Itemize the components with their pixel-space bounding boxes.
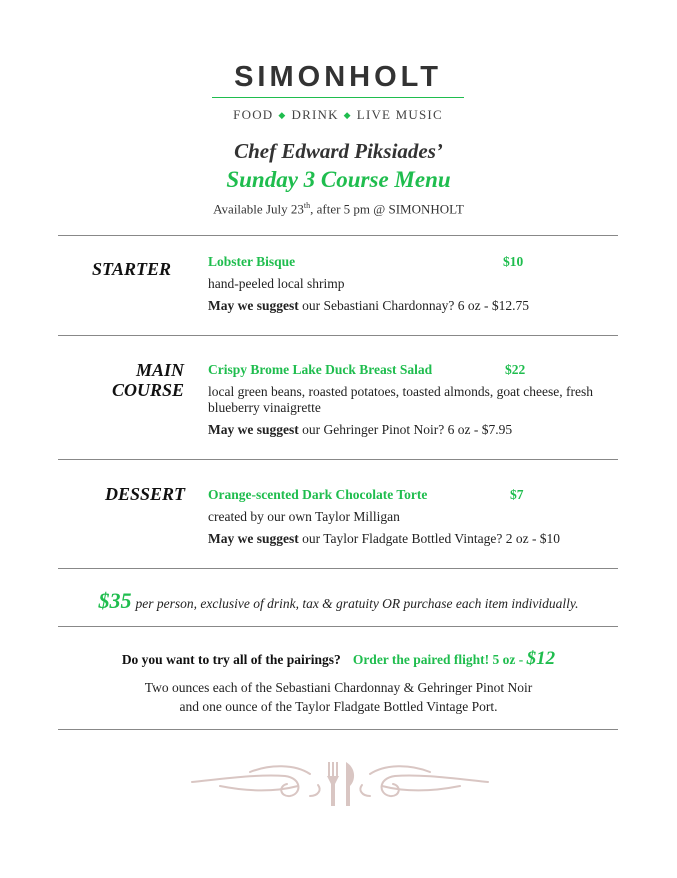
pairing-question: Do you want to try all of the pairings?: [121, 652, 341, 667]
price-main-course: $22: [505, 362, 526, 377]
paired-flight-offer: Order the paired flight! 5 oz -: [352, 652, 527, 667]
dish-name-dessert: Orange-scented Dark Chocolate Torte: [208, 487, 428, 502]
price-starter: $10: [503, 254, 524, 269]
tagline: [190, 106, 486, 125]
section-divider: [58, 235, 618, 236]
diamond-icon: ◆: [278, 110, 287, 120]
prix-fixe-amount: $35: [98, 588, 132, 613]
course-label-starter: STARTER: [91, 259, 171, 279]
course-label-dessert: DESSERT: [104, 484, 185, 504]
tagline-drink: DRINK: [291, 107, 339, 122]
tagline-food: FOOD: [233, 107, 274, 122]
flourish-ornament: [190, 752, 490, 812]
section-divider: [58, 729, 618, 730]
pairing-description-line2: and one ounce of the Taylor Fladgate Bottled Vintage Port.: [179, 699, 498, 714]
tagline-live-music: LIVE MUSIC: [356, 107, 443, 122]
section-divider: [58, 459, 618, 460]
section-divider: [58, 626, 618, 627]
logo-wordmark: SIMONHOLT: [234, 61, 442, 93]
wine-suggestion-starter: May we suggest our Sebastiani Chardonnay? 6 oz - $12.75: [208, 298, 529, 313]
knife-icon: [346, 762, 354, 806]
dish-name-main-course: Crispy Brome Lake Duck Breast Salad: [208, 362, 433, 377]
fork-icon: [327, 762, 339, 806]
paired-flight-price: $12: [526, 648, 556, 669]
diamond-icon: ◆: [343, 110, 352, 120]
wine-suggestion-main-course: May we suggest our Gehringer Pinot Noir? 6 oz - $7.95: [208, 422, 513, 437]
prix-fixe-text: per person, exclusive of drink, tax & gratuity OR purchase each item individually.: [135, 596, 579, 611]
pairing-offer: [0, 646, 677, 673]
logo-underline: [212, 97, 464, 98]
dish-description-starter: hand-peeled local shrimp: [208, 276, 345, 291]
menu-title: Sunday 3 Course Menu: [226, 167, 451, 192]
wine-suggestion-dessert: May we suggest our Taylor Fladgate Bottled Vintage? 2 oz - $10: [208, 531, 561, 546]
section-divider: [58, 568, 618, 569]
availability-line: Available July 23th, after 5 pm @ SIMONHOLT: [213, 201, 464, 217]
pairing-description-line1: Two ounces each of the Sebastiani Chardonnay & Gehringer Pinot Noir: [144, 680, 533, 695]
section-divider: [58, 335, 618, 336]
prix-fixe-line: [0, 588, 677, 617]
dish-name-starter: Lobster Bisque: [208, 254, 296, 269]
course-label-main-course: MAIN COURSE: [111, 360, 184, 400]
price-dessert: $7: [510, 487, 524, 502]
dish-description-main-course: local green beans, roasted potatoes, toasted almonds, goat cheese, fresh blueberry vinaigrette: [208, 384, 593, 415]
chef-name: Chef Edward Piksiades’: [234, 139, 443, 163]
dish-description-dessert: created by our own Taylor Milligan: [208, 509, 400, 524]
